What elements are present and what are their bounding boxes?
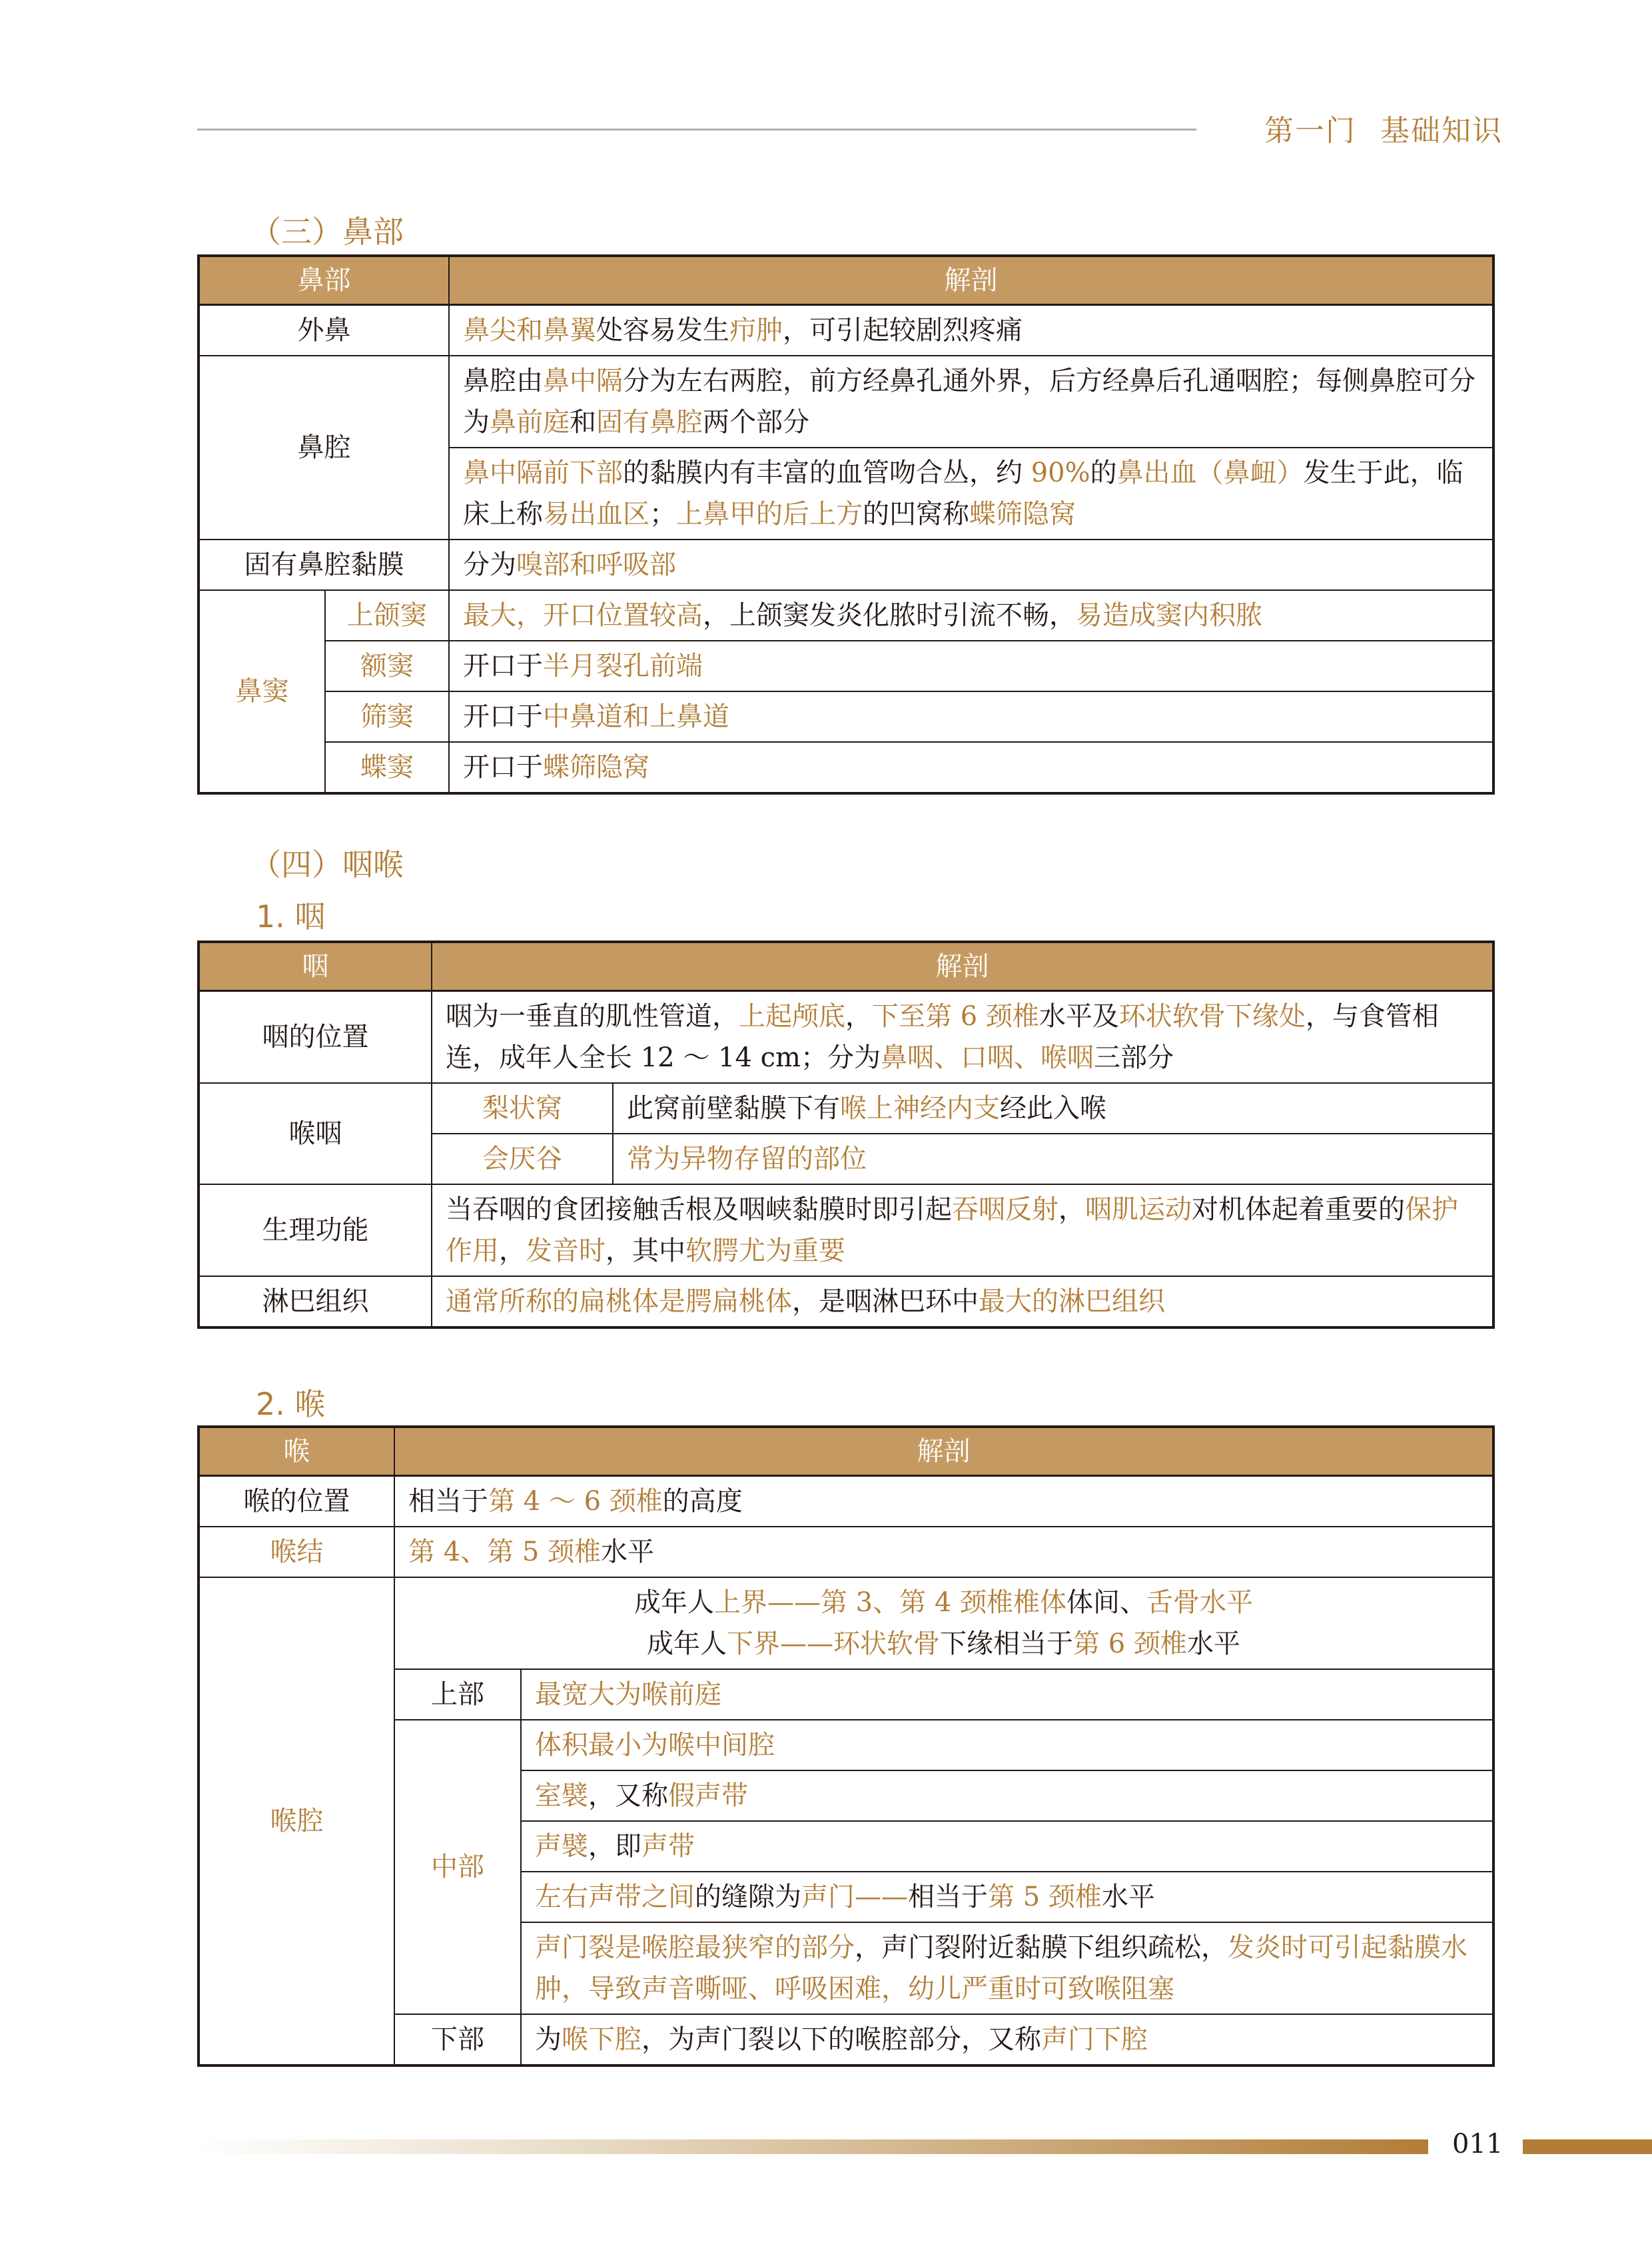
highlight-text: 最宽大为喉前庭 <box>535 1679 721 1710</box>
larynx-table <box>197 1425 1495 2067</box>
text-run: 两个部分 <box>703 407 809 438</box>
row-label: 外鼻 <box>199 305 449 356</box>
highlight-text: 下界——环状软骨 <box>727 1629 941 1659</box>
highlight-text: 通常所称的扁桃体是腭扁桃体 <box>446 1286 792 1317</box>
highlight-text: 90% <box>1031 458 1090 488</box>
table-row <box>199 1184 1493 1276</box>
table-row <box>199 991 1493 1084</box>
highlight-text: 常为异物存留的部位 <box>627 1144 867 1174</box>
running-header: 第一门 基础知识 <box>1264 114 1503 148</box>
text-run: 分为左右两腔，前方经鼻孔通外界，后方经鼻后孔通咽腔；每侧鼻腔可分为 <box>463 366 1475 438</box>
table-row <box>199 641 1493 691</box>
text-run: ，即 <box>588 1831 641 1862</box>
row-content <box>394 1476 1493 1527</box>
text-run: ，为声门裂以下的喉腔部分，又称 <box>641 2024 1041 2055</box>
footer-bar-right <box>1523 2139 1652 2154</box>
text-run: 的缝隙为 <box>695 1882 801 1912</box>
text-run: ，是咽淋巴环中 <box>792 1286 979 1317</box>
nose-table <box>197 254 1495 795</box>
sub-label: 梨状窝 <box>432 1083 613 1134</box>
highlight-text: 声门裂是喉腔最狭窄的部分 <box>535 1932 855 1963</box>
text-run: ，又称 <box>588 1780 668 1811</box>
highlight-text: 鼻咽、口咽、喉咽 <box>881 1042 1094 1073</box>
row-label: 喉咽 <box>199 1083 432 1184</box>
table-row <box>199 540 1493 590</box>
row-content <box>521 2014 1493 2065</box>
row-label: 喉结 <box>199 1527 394 1577</box>
row-label: 喉的位置 <box>199 1476 394 1527</box>
text-run: 分为 <box>463 550 516 580</box>
highlight-text: 发音时 <box>526 1236 606 1266</box>
highlight-text: 环状软骨下缘处 <box>1118 1001 1306 1032</box>
row-content <box>394 1527 1493 1577</box>
row-content <box>613 1134 1493 1184</box>
running-header-title: 基础知识 <box>1380 114 1503 148</box>
table-row <box>199 305 1493 356</box>
text-run: 的凹窝称 <box>863 499 969 530</box>
text-run: ，上颌窦发炎化脓时引流不畅， <box>703 600 1076 631</box>
text-run: 开口于 <box>463 651 543 681</box>
sub-label: 中部 <box>394 1720 521 2014</box>
row-content <box>613 1083 1493 1134</box>
row-label: 鼻腔 <box>199 356 449 540</box>
text-run: 水平 <box>601 1537 655 1567</box>
row-content <box>432 1184 1493 1276</box>
text-run: 和 <box>570 407 596 438</box>
text-run: 下缘相当于 <box>940 1629 1074 1659</box>
text-run: 经此入喉 <box>1000 1093 1106 1124</box>
text-run: ， <box>845 1001 872 1032</box>
highlight-text: 喉下腔 <box>562 2024 641 2055</box>
highlight-text: 下至第 6 颈椎 <box>872 1001 1039 1032</box>
row-content <box>449 356 1493 448</box>
text-run: ； <box>649 499 676 530</box>
highlight-text: 上鼻甲的后上方 <box>676 499 863 530</box>
row-content <box>432 991 1493 1084</box>
text-run: 的高度 <box>662 1486 743 1517</box>
table-row <box>199 1083 1493 1134</box>
highlight-text: 易出血区 <box>543 499 649 530</box>
text-run: 相当于 <box>408 1486 488 1517</box>
highlight-text: 声门—— <box>801 1882 908 1912</box>
text-run: 成年人 <box>633 1587 714 1618</box>
highlight-text: 第 4 ～ 6 颈椎 <box>488 1486 663 1517</box>
row-label: 鼻窦 <box>199 590 325 793</box>
highlight-text: 发炎时可引起黏膜水肿，导致声音嘶哑、呼吸困难，幼儿严重时可致喉阻塞 <box>535 1932 1467 2004</box>
section-pharynx-heading: 1. 咽 <box>256 899 326 934</box>
text-run: 开口于 <box>463 752 543 783</box>
highlight-text: 最大的淋巴组织 <box>979 1286 1165 1317</box>
highlight-text: 第 4、第 5 颈椎 <box>408 1537 602 1567</box>
highlight-text: 最大，开口位置较高 <box>463 600 703 631</box>
column-header: 解剖 <box>432 942 1493 991</box>
text-run: 咽为一垂直的肌性管道， <box>446 1001 739 1032</box>
text-run: 体间、 <box>1066 1587 1147 1618</box>
text-run: 成年人 <box>647 1629 727 1659</box>
highlight-text: 体积最小为喉中间腔 <box>535 1730 775 1760</box>
table-row <box>199 742 1493 793</box>
column-header: 喉 <box>199 1427 394 1476</box>
row-content <box>449 691 1493 742</box>
table-row <box>199 1276 1493 1327</box>
table-row <box>199 356 1493 448</box>
text-run: 水平及 <box>1038 1001 1119 1032</box>
text-run: 为 <box>535 2024 562 2055</box>
row-content <box>449 448 1493 540</box>
sub-label: 上部 <box>394 1669 521 1720</box>
text-run: 开口于 <box>463 701 543 732</box>
table-row <box>199 1476 1493 1527</box>
table-header <box>199 256 1493 305</box>
row-label: 淋巴组织 <box>199 1276 432 1327</box>
text-run: 相当于 <box>908 1882 988 1912</box>
highlight-text: 假声带 <box>668 1780 748 1811</box>
text-run: 的黏膜内有丰富的血管吻合丛，约 <box>623 458 1031 488</box>
table-row <box>199 691 1493 742</box>
row-content <box>449 540 1493 590</box>
highlight-text: 舌骨水平 <box>1146 1587 1254 1618</box>
footer-bar <box>197 2139 1428 2154</box>
highlight-text: 左右声带之间 <box>535 1882 695 1912</box>
row-content <box>394 1577 1493 1669</box>
highlight-text: 蝶筛隐窝 <box>543 752 649 783</box>
page-number: 011 <box>1452 2129 1503 2159</box>
pharynx-table <box>197 940 1495 1329</box>
table-row <box>199 1577 1493 1669</box>
text-run: ，可引起较剧烈疼痛 <box>783 315 1023 346</box>
row-content <box>521 1872 1493 1922</box>
row-label: 咽的位置 <box>199 991 432 1084</box>
highlight-text: 保护作用 <box>446 1194 1458 1266</box>
row-content <box>521 1669 1493 1720</box>
column-header: 解剖 <box>394 1427 1493 1476</box>
row-content <box>521 1821 1493 1872</box>
upper-bound <box>408 1582 1479 1623</box>
highlight-text: 固有鼻腔 <box>596 407 703 438</box>
text-run: 水平 <box>1186 1629 1240 1659</box>
text-run: 发生于此，临床上称 <box>463 458 1463 530</box>
table-header <box>199 1427 1493 1476</box>
highlight-text: 室襞 <box>535 1780 588 1811</box>
text-run: 处容易发生 <box>596 315 729 346</box>
row-content <box>449 305 1493 356</box>
row-content <box>521 1922 1493 2014</box>
sub-label: 筛窦 <box>325 691 449 742</box>
table-row <box>199 590 1493 641</box>
highlight-text: 吞咽反射 <box>952 1194 1058 1225</box>
text-run: 的 <box>1090 458 1117 488</box>
text-run: 当吞咽的食团接触舌根及咽峡黏膜时即引起 <box>446 1194 952 1225</box>
highlight-text: 鼻前庭 <box>490 407 570 438</box>
highlight-text: 上界——第 3、第 4 颈椎椎体 <box>713 1587 1067 1618</box>
highlight-text: 易造成窦内积脓 <box>1076 600 1262 631</box>
section-larynx-heading: 2. 喉 <box>256 1386 326 1422</box>
text-run: ， <box>499 1236 526 1266</box>
column-header: 鼻部 <box>199 256 449 305</box>
column-header: 解剖 <box>449 256 1493 305</box>
row-content <box>432 1276 1493 1327</box>
row-content <box>449 641 1493 691</box>
sub-label: 额窦 <box>325 641 449 691</box>
sub-label: 下部 <box>394 2014 521 2065</box>
row-label: 固有鼻腔黏膜 <box>199 540 449 590</box>
highlight-text: 声襞 <box>535 1831 588 1862</box>
row-content <box>521 1770 1493 1821</box>
highlight-text: 疖肿 <box>729 315 783 346</box>
text-run: ，其中 <box>606 1236 685 1266</box>
row-label: 喉腔 <box>199 1577 394 2065</box>
text-run: 此窝前壁黏膜下有 <box>627 1093 840 1124</box>
sub-label: 蝶窦 <box>325 742 449 793</box>
highlight-text: 中鼻道和上鼻道 <box>543 701 729 732</box>
text-run: ， <box>1058 1194 1085 1225</box>
column-header: 咽 <box>199 942 432 991</box>
text-run: ，声门裂附近黏膜下组织疏松， <box>855 1932 1228 1963</box>
highlight-text: 半月裂孔前端 <box>543 651 703 681</box>
highlight-text: 第 5 颈椎 <box>988 1882 1102 1912</box>
highlight-text: 鼻中隔 <box>543 366 623 396</box>
text-run: ，与食管相连，成年人全长 12 ～ 14 cm；分为 <box>446 1001 1439 1073</box>
row-label: 生理功能 <box>199 1184 432 1276</box>
highlight-text: 声门下腔 <box>1041 2024 1148 2055</box>
highlight-text: 蝶筛隐窝 <box>969 499 1076 530</box>
highlight-text: 喉上神经内支 <box>840 1093 1000 1124</box>
row-content <box>449 742 1493 793</box>
lower-bound <box>408 1623 1479 1665</box>
table-row <box>199 1527 1493 1577</box>
highlight-text: 鼻中隔前下部 <box>463 458 623 488</box>
highlight-text: 鼻尖和鼻翼 <box>463 315 596 346</box>
row-content <box>449 590 1493 641</box>
sub-label: 会厌谷 <box>432 1134 613 1184</box>
highlight-text: 第 6 颈椎 <box>1073 1629 1187 1659</box>
section-nose-heading: （三）鼻部 <box>250 214 404 250</box>
section-throat-heading: （四）咽喉 <box>250 847 404 883</box>
text-run: 水平 <box>1101 1882 1155 1912</box>
highlight-text: 声带 <box>641 1831 695 1862</box>
table-header <box>199 942 1493 991</box>
highlight-text: 鼻出血（鼻衄） <box>1116 458 1304 488</box>
text-run: 对机体起着重要的 <box>1192 1194 1405 1225</box>
row-content <box>521 1720 1493 1770</box>
highlight-text: 上起颅底 <box>739 1001 845 1032</box>
text-run: 鼻腔由 <box>463 366 543 396</box>
sub-label: 上颌窦 <box>325 590 449 641</box>
highlight-text: 咽肌运动 <box>1085 1194 1192 1225</box>
highlight-text: 软腭尤为重要 <box>685 1236 845 1266</box>
highlight-text: 嗅部和呼吸部 <box>516 550 676 580</box>
text-run: 三部分 <box>1094 1042 1174 1073</box>
header-rule <box>197 129 1196 131</box>
